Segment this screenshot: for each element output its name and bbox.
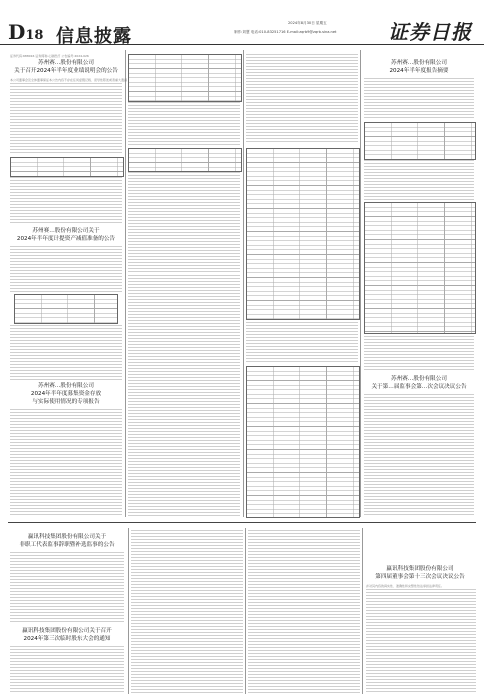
article-body <box>10 83 122 155</box>
article-body <box>364 78 474 118</box>
article-body <box>10 325 122 380</box>
article-body <box>10 552 124 624</box>
article-body <box>128 102 240 146</box>
article-body <box>10 177 122 223</box>
page-header <box>0 0 484 45</box>
article-title: 2024年第三次临时股东大会的通知 <box>23 636 111 642</box>
article-body <box>10 409 122 517</box>
article-title: 关于第…届监事会第…次会议决议公告 <box>371 384 467 390</box>
article-body <box>248 530 360 694</box>
article-company: 苏州赛…股份有限公司 <box>38 60 94 66</box>
body-text: 本公司董事会及全体董事保证本公告内容不存在任何虚假记载、误导性陈述或者重大遗漏 <box>10 78 128 82</box>
article-title: 第四届董事会第十三次会议决议公告 <box>375 574 465 580</box>
data-table <box>14 294 118 324</box>
data-table <box>128 54 242 102</box>
data-table <box>128 148 242 172</box>
section-title: 信息披露 <box>56 26 132 47</box>
article-body <box>246 322 358 362</box>
column-divider <box>128 528 129 694</box>
column-divider <box>360 50 361 517</box>
stock-code: 证券代码:688016 证券简称:心脉医疗 公告编号:2024-026 <box>10 54 89 58</box>
article-body <box>128 172 240 272</box>
contact-line: 制作:刘慧 电话:010-83251716 E-mail:zqrb9@zqrb.sina.net <box>234 30 337 34</box>
article-body <box>131 530 243 694</box>
body-text: 并对其内容的真实性、准确性和完整性依法承担法律责任。 <box>366 584 445 588</box>
article-body <box>364 336 474 372</box>
data-table <box>246 366 360 518</box>
article-company: 苏州赛…股份有限公司 <box>38 383 94 389</box>
article-body <box>128 275 240 517</box>
article-company: 苏州赛…股份有限公司 <box>391 60 447 66</box>
column-divider <box>125 50 126 517</box>
data-table <box>364 122 476 160</box>
article-title: 与实际使用情况的专项报告 <box>32 399 100 405</box>
article-company: 赢讯科技集团股份有限公司 <box>386 566 454 572</box>
article-body <box>364 394 474 516</box>
data-table <box>364 202 476 334</box>
article-title: 2024年半年度募集资金存放 <box>30 391 102 397</box>
article-company: 苏州赛…股份有限公司关于 <box>32 228 100 234</box>
page-number: D18 <box>8 20 44 44</box>
data-table <box>10 157 124 177</box>
data-table <box>246 148 360 320</box>
article-body <box>364 160 474 200</box>
newspaper-logo: 证券日报 <box>388 20 472 44</box>
column-divider <box>362 528 363 694</box>
article-title: 非职工代表监事辞职暨补选监事的公告 <box>19 542 115 548</box>
article-body <box>246 54 358 144</box>
column-divider <box>243 50 244 517</box>
article-title: 2024年半年度计提资产减值准备的公告 <box>16 236 116 242</box>
date-line: 2024年8月30日 星期五 <box>288 21 327 25</box>
article-body <box>366 589 476 694</box>
article-title: 2024年半年度报告摘要 <box>389 68 449 74</box>
article-body <box>10 646 124 694</box>
section-divider <box>8 522 476 523</box>
column-divider <box>245 528 246 694</box>
article-body <box>10 246 122 292</box>
article-company: 赢讯科技集团股份有限公司关于召开 <box>22 628 112 634</box>
article-company: 赢讯科技集团股份有限公司关于 <box>27 534 107 540</box>
article-company: 苏州赛…股份有限公司 <box>391 376 447 382</box>
article-title: 关于召开2024年半年度业绩说明会的公告 <box>14 68 118 74</box>
